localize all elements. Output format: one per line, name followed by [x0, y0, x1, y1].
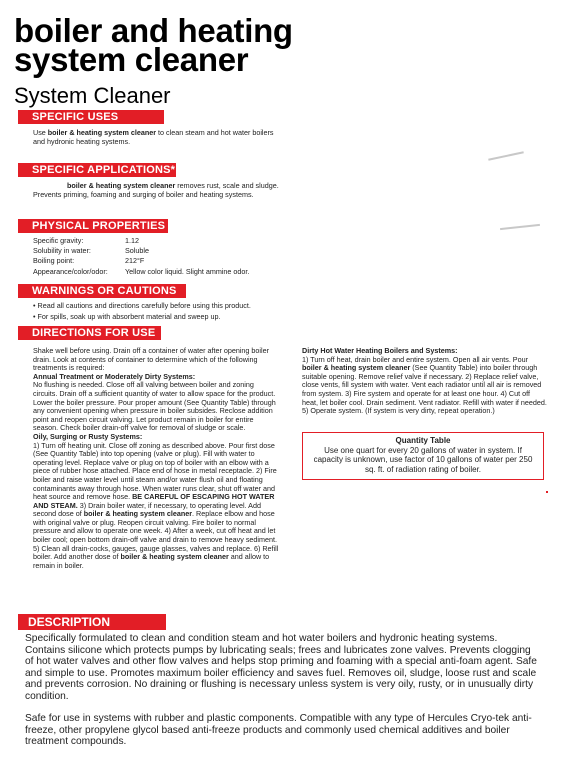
annual-treatment-heading: Annual Treatment or Moderately Dirty Systems:: [33, 371, 196, 381]
property-key: Appearance/color/odor:: [33, 266, 108, 276]
property-value: 212°F: [125, 256, 145, 266]
quantity-table-text: Use one quart for every 20 gallons of water in system. If capacity is unknown, use factor of 10 gallons of water per 250 sq. ft. of radiation rating of boiler.: [313, 445, 533, 474]
dirty-step-text: (See Quantity Table) into boiler through suitable opening. Remove relief valve if necessary. 2) Replace relief valve, close vents, fill system with water. Vent each radiator until all air is removed from system. 3) Fire system and operate for at least one hour. 4) Cut off heat, let boiler cool. Drain sediment. Vent radiator. Refill with water if needed. 5) Operate system. (If system is very dirty, repeat operation.): [302, 363, 547, 416]
hot-water-caution: BE CAREFUL OF ESCAPING HOT WATER AND STEAM.: [33, 492, 275, 510]
warning-item: • For spills, soak up with absorbent material and sweep up.: [33, 311, 221, 321]
quantity-table: [302, 432, 544, 480]
property-key: Solubility in water:: [33, 246, 91, 256]
warnings-heading: WARNINGS OR CAUTIONS: [18, 284, 186, 298]
directions-right-column: [302, 347, 547, 416]
title-line-2: system cleaner: [14, 41, 249, 78]
specific-applications-product: boiler & heating system cleaner: [67, 181, 176, 190]
specific-uses-pre: Use: [33, 128, 48, 137]
specific-applications-heading: SPECIFIC APPLICATIONS*: [18, 163, 176, 177]
description-paragraph-1: Specifically formulated to clean and condition steam and hot water boilers and hydronic heating systems. Contains silicone which protects pumps by lubricating seals; frees and lubricates zone valves. Prevents clogging of hot water valves and other flow valves and helps stop priming and foaming with a special anti-foam agent. Safe and simple to use. Promotes maximum boiler efficiency and saves fuel. Removes oil, sludge, loose rust and scale and prevents corrosion. No draining or flushing is necessary unless system is very oily, rusty, or in unusually dirty condition.: [25, 633, 537, 702]
oily-systems-text: [33, 442, 280, 571]
directions-intro: Shake well before using. Drain off a container of water after opening boiler drain. Look at contents of container to determine which of the following treatments is required:: [33, 346, 269, 373]
specific-uses-product: boiler & heating system cleaner: [47, 128, 157, 137]
page-subtitle: System Cleaner: [14, 83, 171, 108]
property-row: [33, 246, 293, 256]
dirty-step-text: 1) Turn off heat, drain boiler and entire system. Open all air vents. Pour: [302, 354, 528, 364]
physical-properties-heading: PHYSICAL PROPERTIES: [18, 219, 168, 233]
specific-applications-text: [33, 181, 287, 199]
specific-applications-post: removes rust, scale and sludge. Prevents priming, foaming and surging of boiler and heating systems.: [33, 181, 279, 199]
decorative-speck: [488, 151, 524, 160]
physical-properties-table: [33, 236, 293, 277]
page-title: [14, 12, 334, 78]
dirty-systems-text: [302, 356, 547, 416]
oily-step-text: 1) Turn off heating unit. Close off zoning as described above. Pour first dose (See Quantity Table) into top opening (valve or plug). Fill with water to operating level. Replace valve or plug on top of boiler with an elbow with a piece of rubber hose attached. Place end of hose in metal receptacle. 2) Fire boiler and raise water level until steam and/or water flush oil and floating contaminants away through hose. When water runs clear, shut off water and heat source and remove hose.: [33, 440, 277, 502]
description-heading: DESCRIPTION: [18, 614, 166, 630]
property-key: Specific gravity:: [33, 236, 84, 245]
quantity-table-title: Quantity Table: [395, 436, 451, 445]
dirty-systems-heading: Dirty Hot Water Heating Boilers and Systems:: [302, 346, 458, 355]
specific-uses-text: [33, 128, 285, 146]
directions-left-column: [33, 347, 280, 570]
dirty-product-name: boiler & heating system cleaner: [302, 363, 411, 373]
warning-item: • Read all cautions and directions carefully before using this product.: [33, 301, 251, 310]
property-key: Boiling point:: [33, 256, 75, 266]
oily-step-text: . Replace elbow and hose with original valve or plug. Reopen circuit valving. Fire boiler to normal pressure and allow to operate one week. 4) After a week, cut off heat and let boiler cool; open bottom drain-off valve and drain to remove heavy sediment. 5) Clean all drain-cocks, gauges, gauge glasses, valves and replace. 6) Refill boiler. Add another dose of: [33, 509, 279, 562]
property-row: [33, 267, 293, 277]
property-row: [33, 236, 293, 246]
property-value: Yellow color liquid. Slight ammine odor.: [125, 266, 250, 276]
decorative-speck: [546, 491, 548, 493]
specific-uses-post: to clean steam and hot water boilers and hydronic heating systems.: [33, 128, 274, 146]
title-line-1: boiler and heating: [14, 12, 293, 49]
description-paragraph-2: Safe for use in systems with rubber and plastic components. Compatible with any type of Hercules Cryo-tek anti-freeze, other propylene glycol based anti-freeze products and commonly used chemical additives and boiler treatment compounds.: [25, 713, 532, 748]
property-row: [33, 256, 293, 266]
directions-heading: DIRECTIONS FOR USE: [18, 326, 161, 340]
oily-product-name: boiler & heating system cleaner: [83, 509, 193, 519]
annual-treatment-text: No flushing is needed. Close off all valving between boiler and zoning circuits. Drain off a sufficient quantity of water to allow space for the product. Lower the boiler pressure. Pour proper amount (See Quantity Table) through any convenient opening when pressure in boiler subsides. Reclose addition point and reopen circuit valving. Let product remain in boiler for entire season. Check boiler drain-off valve for removal of sludge or scale.: [33, 380, 276, 433]
oily-product-name: boiler & heating system cleaner: [120, 552, 229, 562]
oily-step-text: and allow to remain in boiler.: [33, 552, 270, 570]
oily-systems-heading: Oily, Surging or Rusty Systems:: [33, 431, 143, 441]
oily-step-text: 3) Drain boiler water, if necessary, to operating level. Add second dose of: [33, 500, 261, 519]
property-value: 1.12: [125, 236, 139, 245]
decorative-speck: [500, 224, 540, 230]
property-value: Soluble: [125, 246, 149, 256]
specific-uses-heading: SPECIFIC USES: [18, 110, 164, 124]
warnings-list: [33, 301, 303, 322]
